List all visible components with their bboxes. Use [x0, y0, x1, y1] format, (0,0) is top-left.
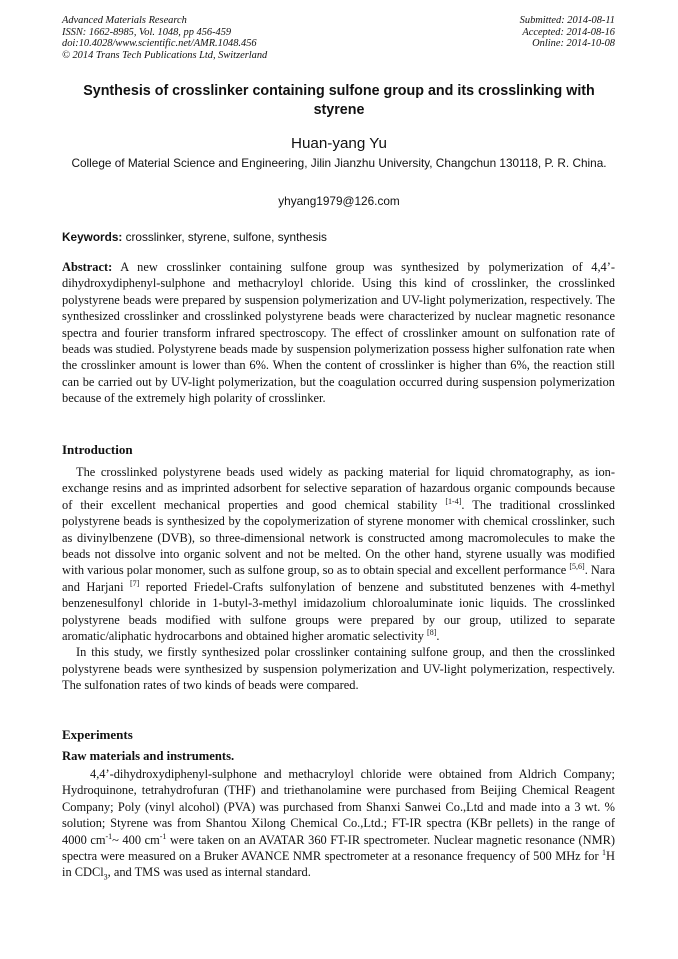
raw-materials-paragraph	[62, 766, 615, 881]
submitted-date: Submitted: 2014-08-11	[519, 15, 615, 26]
introduction-paragraph-1	[62, 464, 615, 644]
abstract-label: Abstract:	[62, 260, 113, 274]
introduction-section	[62, 464, 615, 694]
online-date: Online: 2014-10-08	[532, 38, 615, 50]
superscript: -1	[105, 831, 113, 841]
abstract-paragraph	[62, 259, 615, 407]
journal-header-right	[520, 15, 615, 50]
journal-doi: doi:10.4028/www.scientific.net/AMR.1048.456	[62, 38, 257, 50]
accepted-date: Accepted: 2014-08-16	[522, 26, 615, 38]
journal-copyright: © 2014 Trans Tech Publications Ltd, Switzerland	[62, 49, 268, 61]
keywords-label: Keywords:	[62, 230, 123, 244]
citation-ref: [7]	[130, 578, 140, 588]
superscript: 1	[602, 847, 607, 857]
author-name: Huan-yang Yu	[291, 135, 387, 152]
intro-text: .	[436, 629, 440, 644]
superscript: -1	[159, 831, 167, 841]
raw-materials-section	[62, 766, 615, 881]
raw-text: , and TMS was used as internal standard.	[107, 865, 311, 880]
keywords-text: crosslinker, styrene, sulfone, synthesis	[125, 230, 327, 244]
author-affiliation: College of Material Science and Engineering, Jilin Jianzhu University, Changchun 130118, P. R. China.	[71, 156, 607, 170]
raw-text: H in CDCl	[62, 849, 615, 880]
author-email: yhyang1979@126.com	[278, 194, 400, 208]
raw-text: 4,4’-dihydroxydiphenyl-sulphone and methacryloyl chloride were obtained from Aldrich Company; Hydroquinone, tetrahydrofuran (THF) and triethanolamine were purchased from Beijing Chemical Reagent Company; Poly (vinyl alcohol) (PVA) was purchased from Shanxi Sanwei Co.,Ltd and made into a 3 wt. % solution; Styrene was from Shantou Xilong Chemical Co.,Ltd.; FT-IR spectra (KBr pellets) in the range of 4000 cm	[62, 767, 615, 847]
intro-text: reported Friedel-Crafts sulfonylation of benzene and substituted benzenes with 4-methyl benzenesulfonyl chloride in 1-butyl-3-methyl imidazolium chloroaluminate ionic liquids. The crosslinked polystyrene beads modified with sulfone groups were prepared by our group, utilized to separate aromatic/aliphatic hydrocarbons and obtained higher aromatic selectivity	[62, 579, 615, 644]
raw-materials-subheading: Raw materials and instruments.	[62, 749, 235, 763]
introduction-paragraph-2: In this study, we firstly synthesized polar crosslinker containing sulfone group, and then the crosslinked polystyrene beads were synthesized by suspension polymerization and UV-light polymerization, respectively. The sulfonation rates of two kinds of beads were compared.	[62, 645, 615, 693]
journal-name: Advanced Materials Research	[62, 15, 187, 26]
raw-text: ~ 400 cm	[112, 832, 160, 847]
introduction-heading: Introduction	[62, 442, 133, 457]
journal-issn: ISSN: 1662-8985, Vol. 1048, pp 456-459	[62, 26, 232, 38]
journal-header-left	[62, 15, 267, 61]
abstract-text: A new crosslinker containing sulfone group was synthesized by polymerization of 4,4’-dihydroxydiphenyl-sulphone and methacryloyl chloride. Using this kind of crosslinker, the crosslinked polystyrene beads were prepared by suspension polymerization and UV-light polymerization, respectively. The synthesized crosslinker and crosslinked polystyrene beads were characterized by nuclear magnetic resonance spectra and fourier transform infrared spectroscopy. The effect of crosslinker amount on sulfonation rate of beads was studied. Polystyrene beads made by suspension polymerization possess higher sulfonation rate when the crosslinker amount is lower than 6%. When the content of crosslinker is higher than 6%, the reaction still can be carried out by UV-light polymerization, but the coagulation occurred during suspension polymerization because of the extremely high polarity of crosslinker.	[62, 260, 615, 406]
subscript: 3	[103, 872, 108, 882]
raw-text: were taken on an AVATAR 360 FT-IR spectrometer. Nuclear magnetic resonance (NMR) spectra were measured on a Bruker AVANCE NMR spectrometer at a resonance frequency of 500 MHz for	[62, 832, 615, 864]
citation-ref: [1-4]	[445, 496, 462, 506]
experiments-heading: Experiments	[62, 727, 133, 742]
intro-text: The crosslinked polystyrene beads used widely as packing material for liquid chromatography, as ion-exchange resins and as imprinted adsorbent for selective separation of hazardous organic compounds because of their excellent mechanical properties and good chemical stability	[62, 465, 615, 512]
citation-ref: [5,6]	[569, 562, 585, 572]
citation-ref: [8]	[427, 627, 437, 637]
intro-text: . Nara and Harjani	[62, 563, 615, 594]
keywords-line	[62, 229, 616, 245]
intro-text: . The traditional crosslinked polystyrene beads is synthesized by the copolymerization of styrene monomer with chemical crosslinker, such as divinylbenzene (DVB), so three-dimensional network is constructed among macromolecules to make the beads not dissolve into organic solvent and not be melted. On the other hand, styrene usually was modified with various polar monomer, such as sulfone group, so as to obtain special and excellent performance	[62, 497, 615, 578]
paper-title: Synthesis of crosslinker containing sulfone group and its crosslinking with styrene	[83, 83, 595, 118]
